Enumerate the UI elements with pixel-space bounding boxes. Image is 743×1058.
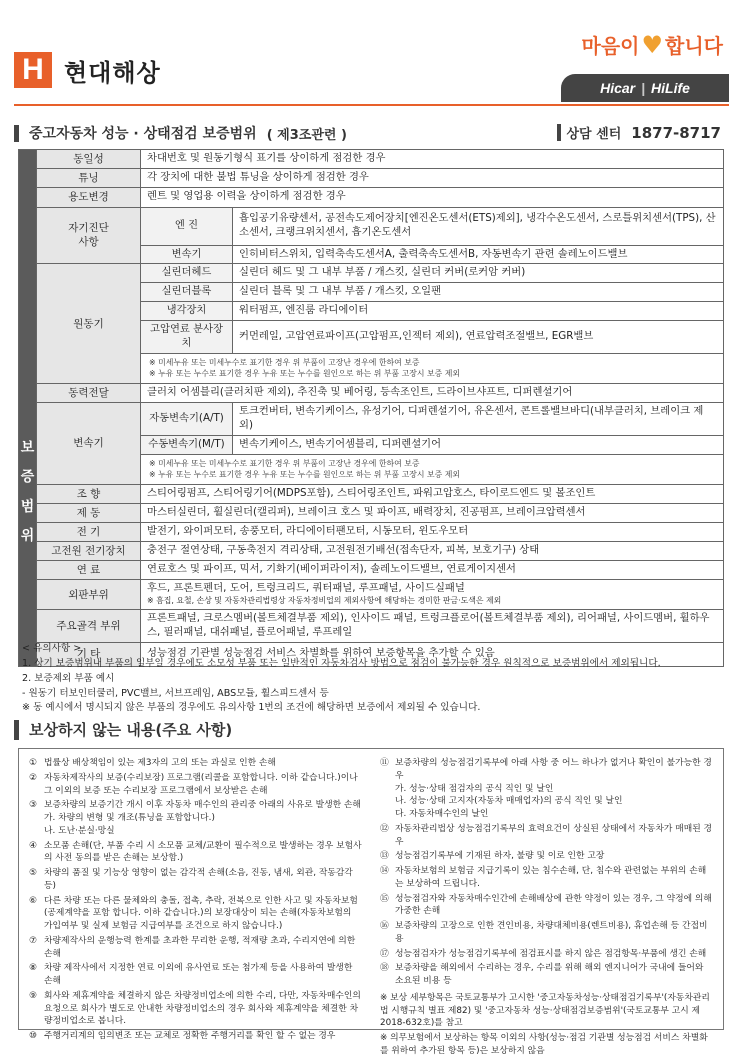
consult-phone[interactable]: 1877-8717 [631,123,721,142]
phone-bar-icon [557,124,561,141]
brand-hicar: Hicar [600,80,636,96]
consult-center [557,123,722,142]
item-text: 소모품 손해(단, 부품 수리 시 소모품 교체/교환이 필수적으로 발생하는 경우 보험사의 사전 동의를 받은 손해는 보상함.) [44,840,362,864]
note-line: - 원동기 터보인터쿨러, PVC밸브, 서브프레임, ABS모듈, 휠스피드센서 등 [22,687,329,699]
item-text: 차량의 품질 및 기능상 영향이 없는 감각적 손해(소음, 진동, 냄새, 외관, 작동감각 등) [44,868,353,891]
item-main: 보증차량의 성능점검기록부에 아래 사항 중 어느 하나가 없거나 확인이 불가능한 경우 [395,758,712,781]
sub-category-cell: 실린더블록 [141,283,233,302]
item-number: ⑥ [29,895,37,906]
list-item [380,893,713,919]
table-row [19,264,724,283]
table-row [19,484,724,503]
category-cell: 외판부위 [37,580,141,610]
warranty-subtitle: ( 제3조관련 ) [266,127,347,143]
desc-cell: 프론트패널, 크로스멤버(볼트체결부품 제외), 인사이드 패널, 트렁크플로어(볼트체결부품 제외), 리어패널, 사이드멤버, 휠하우스, 필러패널, 대쉬패널, 플로어패널, 루프레일 [141,609,724,642]
item-number: ③ [29,800,37,811]
side-char: 범 [20,498,35,515]
caution-notes [22,642,661,716]
item-sub: 다. 자동차매수인의 날인 [395,809,489,819]
desc-cell [141,580,724,610]
slogan [582,30,723,59]
note-line: ※ 누유 또는 누수로 표기한 경우 누유 또는 누수를 원인으로 하는 위 부품 고장시 보증 제외 [149,369,461,379]
item-text: 법률상 배상책임이 있는 제3자의 고의 또는 과실로 인한 손해 [44,758,276,768]
side-char: 위 [20,528,35,545]
list-item [29,840,362,866]
desc-cell: 흡입공기유량센서, 공전속도제어장치[엔진온도센서(ETS)제외], 냉각수온도센서, 스로틀위치센서(TPS), 산소센서, 크랭크위치센서, 흡기온도센서 [233,207,724,245]
item-text: 회사와 제휴계약을 체결하지 않은 차량정비업소에 의한 수리, 다만, 자동차매수인의 요청으로 회사가 별도로 안내한 차량정비업소의 경우 회사와 제휴계약을 체결한 차량정비업소로 봅니다. [44,990,361,1027]
section-title-warranty [14,123,347,143]
list-item [29,757,362,770]
list-item [29,799,362,837]
category-cell: 제 동 [37,503,141,522]
item-number: ⑯ [380,921,389,931]
desc-cell: 변속기케이스, 변속기어셈블리, 디퍼렌셜기어 [233,435,724,454]
sub-category-cell: 변속기 [141,245,233,264]
brand-separator: | [641,80,646,96]
desc-line: 후드, 프론트펜더, 도어, 트렁크리드, 쿼터패널, 루프패널, 사이드실패널 [147,582,465,595]
category-cell: 원동기 [37,264,141,383]
item-number: ⑬ [380,851,389,862]
exclusion-note [380,1032,713,1058]
category-cell: 고전원 전기장치 [37,542,141,561]
item-text: 보증차량의 고장으로 인한 견인비용, 차량대체비용(렌트비용), 휴업손해 등 간접비용 [395,921,708,944]
note-line: ※ 미세누유 또는 미세누수로 표기한 경우 위 부품이 고장난 경우에 한하여 보증 [149,458,420,468]
table-row [19,609,724,642]
exclusions-left-column [29,757,372,1041]
desc-cell: 클러치 어셈블리(클러치판 제외), 추진축 및 베어링, 등속조인트, 드라이브샤프트, 디퍼렌셜기어 [141,383,724,402]
note-line: 2. 보증제외 부품 예시 [22,672,115,684]
logo-text: 현대해상 [64,58,161,87]
item-text: 자동차관리법상 성능점검기록부의 효력요건이 상실된 상태에서 자동차가 매매된 경우 [395,823,712,847]
list-item [380,920,713,946]
list-item [380,962,713,988]
side-label [19,150,37,667]
exclusion-note [380,992,713,1030]
desc-cell: 발전기, 와이퍼모터, 송풍모터, 라디에이터팬모터, 시동모터, 윈도우모터 [141,522,724,541]
item-number: ⑱ [380,963,389,974]
sub-category-cell: 냉각장치 [141,302,233,321]
item-sub: 나. 도난·분실·망실 [44,825,115,836]
warranty-table [18,149,724,667]
item-number: ⑦ [29,935,37,946]
table-row [19,580,724,610]
side-char: 증 [20,469,35,486]
note-text: ※ 의무보험에서 보상하는 항목 이외의 사항(성능·점검 기관별 성능점검 서비스 차별화를 위하여 추가된 항목 등)은 보상하지 않음 [380,1033,708,1056]
note-line: 1. 상기 보증범위내 부품의 일부일 경우에도 소모성 부품 또는 일반적인 자동차검사 방법으로 점검이 불가능한 경우 원칙적으로 보증범위에서 제외됩니다. [22,657,661,669]
desc-cell: 스티어링펌프, 스티어링기어(MDPS포함), 스티어링조인트, 파워고압호스, 타이로드엔드 및 볼조인트 [141,484,724,503]
item-text [44,799,362,837]
item-number: ⑭ [380,866,389,876]
consult-label: 상담 센터 [566,127,622,142]
table-row [19,207,724,245]
desc-cell: 워터펌프, 엔진룸 라디에이터 [233,302,724,321]
item-sub: 가. 차량의 변형 및 개조(튜닝을 포함합니다.) [44,813,215,823]
slogan-right: 합니다 [665,34,723,58]
list-item [380,757,713,821]
item-number: ⑧ [29,963,37,974]
note-line: ※ 동 예시에서 명시되지 않은 부품의 경우에도 유의사항 1번의 조건에 해당하면 보증에서 제외될 수 있습니다. [22,702,481,714]
item-text: 보증차량을 해외에서 수리하는 경우, 수리를 위해 해외 엔지니어가 국내에 들어와 소요된 비용 등 [395,963,704,986]
item-text: 자동차제작사의 보증(수리보장) 프로그램(리콜을 포함합니다. 이하 같습니다.)이나 그 이외의 보증 또는 수리보장 프로그램에서 보상받은 손해 [44,772,358,796]
desc-cell: 성능점검 기관별 성능점검 서비스 차별화를 위하여 보증항목을 추가할 수 있음 [141,642,724,666]
category-cell: 주요골격 부위 [37,609,141,642]
desc-cell: 렌트 및 영업용 이력을 상이하게 점검한 경우 [141,188,724,207]
item-number: ⑩ [29,1031,37,1041]
logo-mark: H [14,52,52,88]
desc-cell: 토크컨버터, 변속기케이스, 유성기어, 디퍼렌셜기어, 유온센서, 콘트롤밸브바디(내부클러치, 브레이크 제외) [233,402,724,435]
desc-cell: 마스터실린더, 휠실린더(캘리퍼), 브레이크 호스 및 파이프, 배력장치, 진공펌프, 브레이크압력센서 [141,503,724,522]
list-item [380,850,713,863]
heart-icon: ♥ [641,30,664,59]
table-row [19,503,724,522]
note-text: ※ 보상 세부항목은 국토교통부가 고시한 '중고자동차성능·상태점검기록부'(자동차관리법 시행규칙 별표 제82) 및 '중고자동차 성능·상태점검보증범위'(국토교통부 고시 제2018-632호)를 참고 [380,992,710,1029]
list-item [29,935,362,961]
note-line: ※ 흠집, 요철, 손상 및 자동차관리법령상 자동차정비업의 제외사항에 해당하는 경미한 판금·도색은 제외 [147,596,502,606]
side-char: 보 [20,440,35,457]
section-title-exclusions [14,719,232,740]
table-row [19,402,724,435]
exclusions-title: 보상하지 않는 내용(주요 사항) [29,721,233,739]
desc-cell: 차대번호 및 원동기형식 표기를 상이하게 점검한 경우 [141,150,724,169]
desc-cell: 각 장치에 대한 불법 튜닝을 상이하게 점검한 경우 [141,169,724,188]
list-item [29,1030,362,1043]
list-item [29,962,362,988]
sub-category-cell: 수동변속기(M/T) [141,435,233,454]
table-row [19,150,724,169]
list-item [380,823,713,849]
item-text: 주행거리계의 임의변조 또는 교체로 정확한 주행거리를 확인 할 수 없는 경우 [44,1031,336,1041]
brand-bar [561,74,729,102]
item-main: 보증차량의 보증기간 개시 이후 자동차 매수인의 관리중 아래의 사유로 발생한 손해 [44,800,361,811]
category-cell: 연 료 [37,561,141,580]
category-cell: 동일성 [37,150,141,169]
item-number: ⑪ [380,758,389,768]
desc-cell: 충전구 절연상태, 구동축전지 격리상태, 고전원전기배선(접속단자, 피복, 보호기구) 상태 [141,542,724,561]
exclusions-box [18,748,724,1056]
item-number: ④ [29,840,37,851]
note-line: ※ 누유 또는 누수로 표기한 경우 누유 또는 누수를 원인으로 하는 위 부품 고장시 보증 제외 [149,470,461,480]
sub-category-cell: 자동변속기(A/T) [141,402,233,435]
warranty-title: 중고자동차 성능 · 상태점검 보증범위 [29,126,257,142]
item-text [395,757,713,821]
item-text: 성능점검자가 성능점검기록부에 점검표시를 하지 않은 점검항목·부품에 생긴 손해 [395,948,707,959]
desc-cell: 실린더 헤드 및 그 내부 부품 / 개스킷, 실린더 커버(로커암 커버) [233,264,724,283]
title-bar-icon [14,720,19,740]
item-text: 차량 제작사에서 지정한 연료 이외에 유사연료 또는 첨가제 등을 사용하여 발생한 손해 [44,963,353,986]
note-line: < 유의사항 > [22,643,82,654]
item-text: 자동차보험의 보험금 지급기록이 있는 침수손해, 단, 침수와 관련없는 부위의 손해는 보상하여 드립니다. [395,866,707,889]
brand-hilife: HiLife [651,80,690,96]
category-cell: 자기진단 사항 [37,207,141,264]
item-number: ⑨ [29,990,37,1001]
table-row [19,169,724,188]
table-row [19,383,724,402]
title-bar-icon [14,125,19,142]
category-cell: 조 향 [37,484,141,503]
item-text: 성능점검기록부에 기재된 하자, 불량 및 이로 인한 고장 [395,851,605,862]
desc-cell: 실린더 블록 및 그 내부 부품 / 개스킷, 오일팬 [233,283,724,302]
header-divider [14,104,729,106]
item-text: 차량제작사의 운행능력 한계를 초과한 무리한 운행, 적재량 초과, 수리지연에 의한 손해 [44,935,356,959]
note-line: ※ 미세누유 또는 미세누수로 표기한 경우 위 부품이 고장난 경우에 한하여 보증 [149,357,420,367]
item-text: 다른 차량 또는 다른 물체와의 충돌, 접촉, 추락, 전복으로 인한 사고 및 자동차보험(공제계약을 포함 합니다. 이하 같습니다.)의 보장대상이 되는 손해(자동차보험의 가입여부 및 실제 보험금 지급여부를 조건으로 하지 않습니다.) [44,895,358,931]
table-row [19,542,724,561]
table-row [19,522,724,541]
item-number: ⑤ [29,868,37,878]
table-row [19,561,724,580]
list-item [380,948,713,961]
sub-category-cell: 고압연료 분사장치 [141,321,233,354]
item-number: ⑰ [380,948,389,959]
note-cell [141,454,724,484]
category-cell: 튜닝 [37,169,141,188]
item-number: ② [29,772,37,783]
item-sub: 가. 성능·상태 점검자의 공식 직인 및 날인 [395,783,554,794]
list-item [29,895,362,933]
exclusions-right-column [372,757,713,1056]
category-cell: 변속기 [37,402,141,484]
desc-cell: 인히비터스위치, 입력축속도센서A, 출력축속도센서B, 자동변속기 관련 솔레노이드밸브 [233,245,724,264]
item-sub: 나. 성능·상태 고지자(자동차 매매업자)의 공식 직인 및 날인 [395,796,623,807]
category-cell: 기 타 [37,642,141,666]
list-item [29,772,362,798]
category-cell: 전 기 [37,522,141,541]
sub-category-cell: 엔 진 [141,207,233,245]
table-row [19,188,724,207]
company-logo [14,52,161,88]
item-number: ① [29,758,37,768]
item-number: ⑮ [380,893,389,904]
list-item [29,867,362,893]
sub-category-cell: 실린더헤드 [141,264,233,283]
desc-cell: 커먼레일, 고압연료파이프(고압펌프,인젝터 제외), 연료압력조절밸브, EGR밸브 [233,321,724,354]
item-text: 성능점검자와 자동차매수인간에 손해배상에 관한 약정이 있는 경우, 그 약정에 의해 가중한 손해 [395,893,712,917]
desc-cell: 연료호스 및 파이프, 믹서, 기화기(베이퍼라이저), 솔레노이드밸브, 연료게이지센서 [141,561,724,580]
list-item [380,865,713,891]
slogan-left: 마음이 [581,34,640,58]
list-item [29,990,362,1028]
category-cell: 동력전달 [37,383,141,402]
note-cell [141,353,724,383]
item-number: ⑫ [380,823,389,834]
category-cell: 용도변경 [37,188,141,207]
